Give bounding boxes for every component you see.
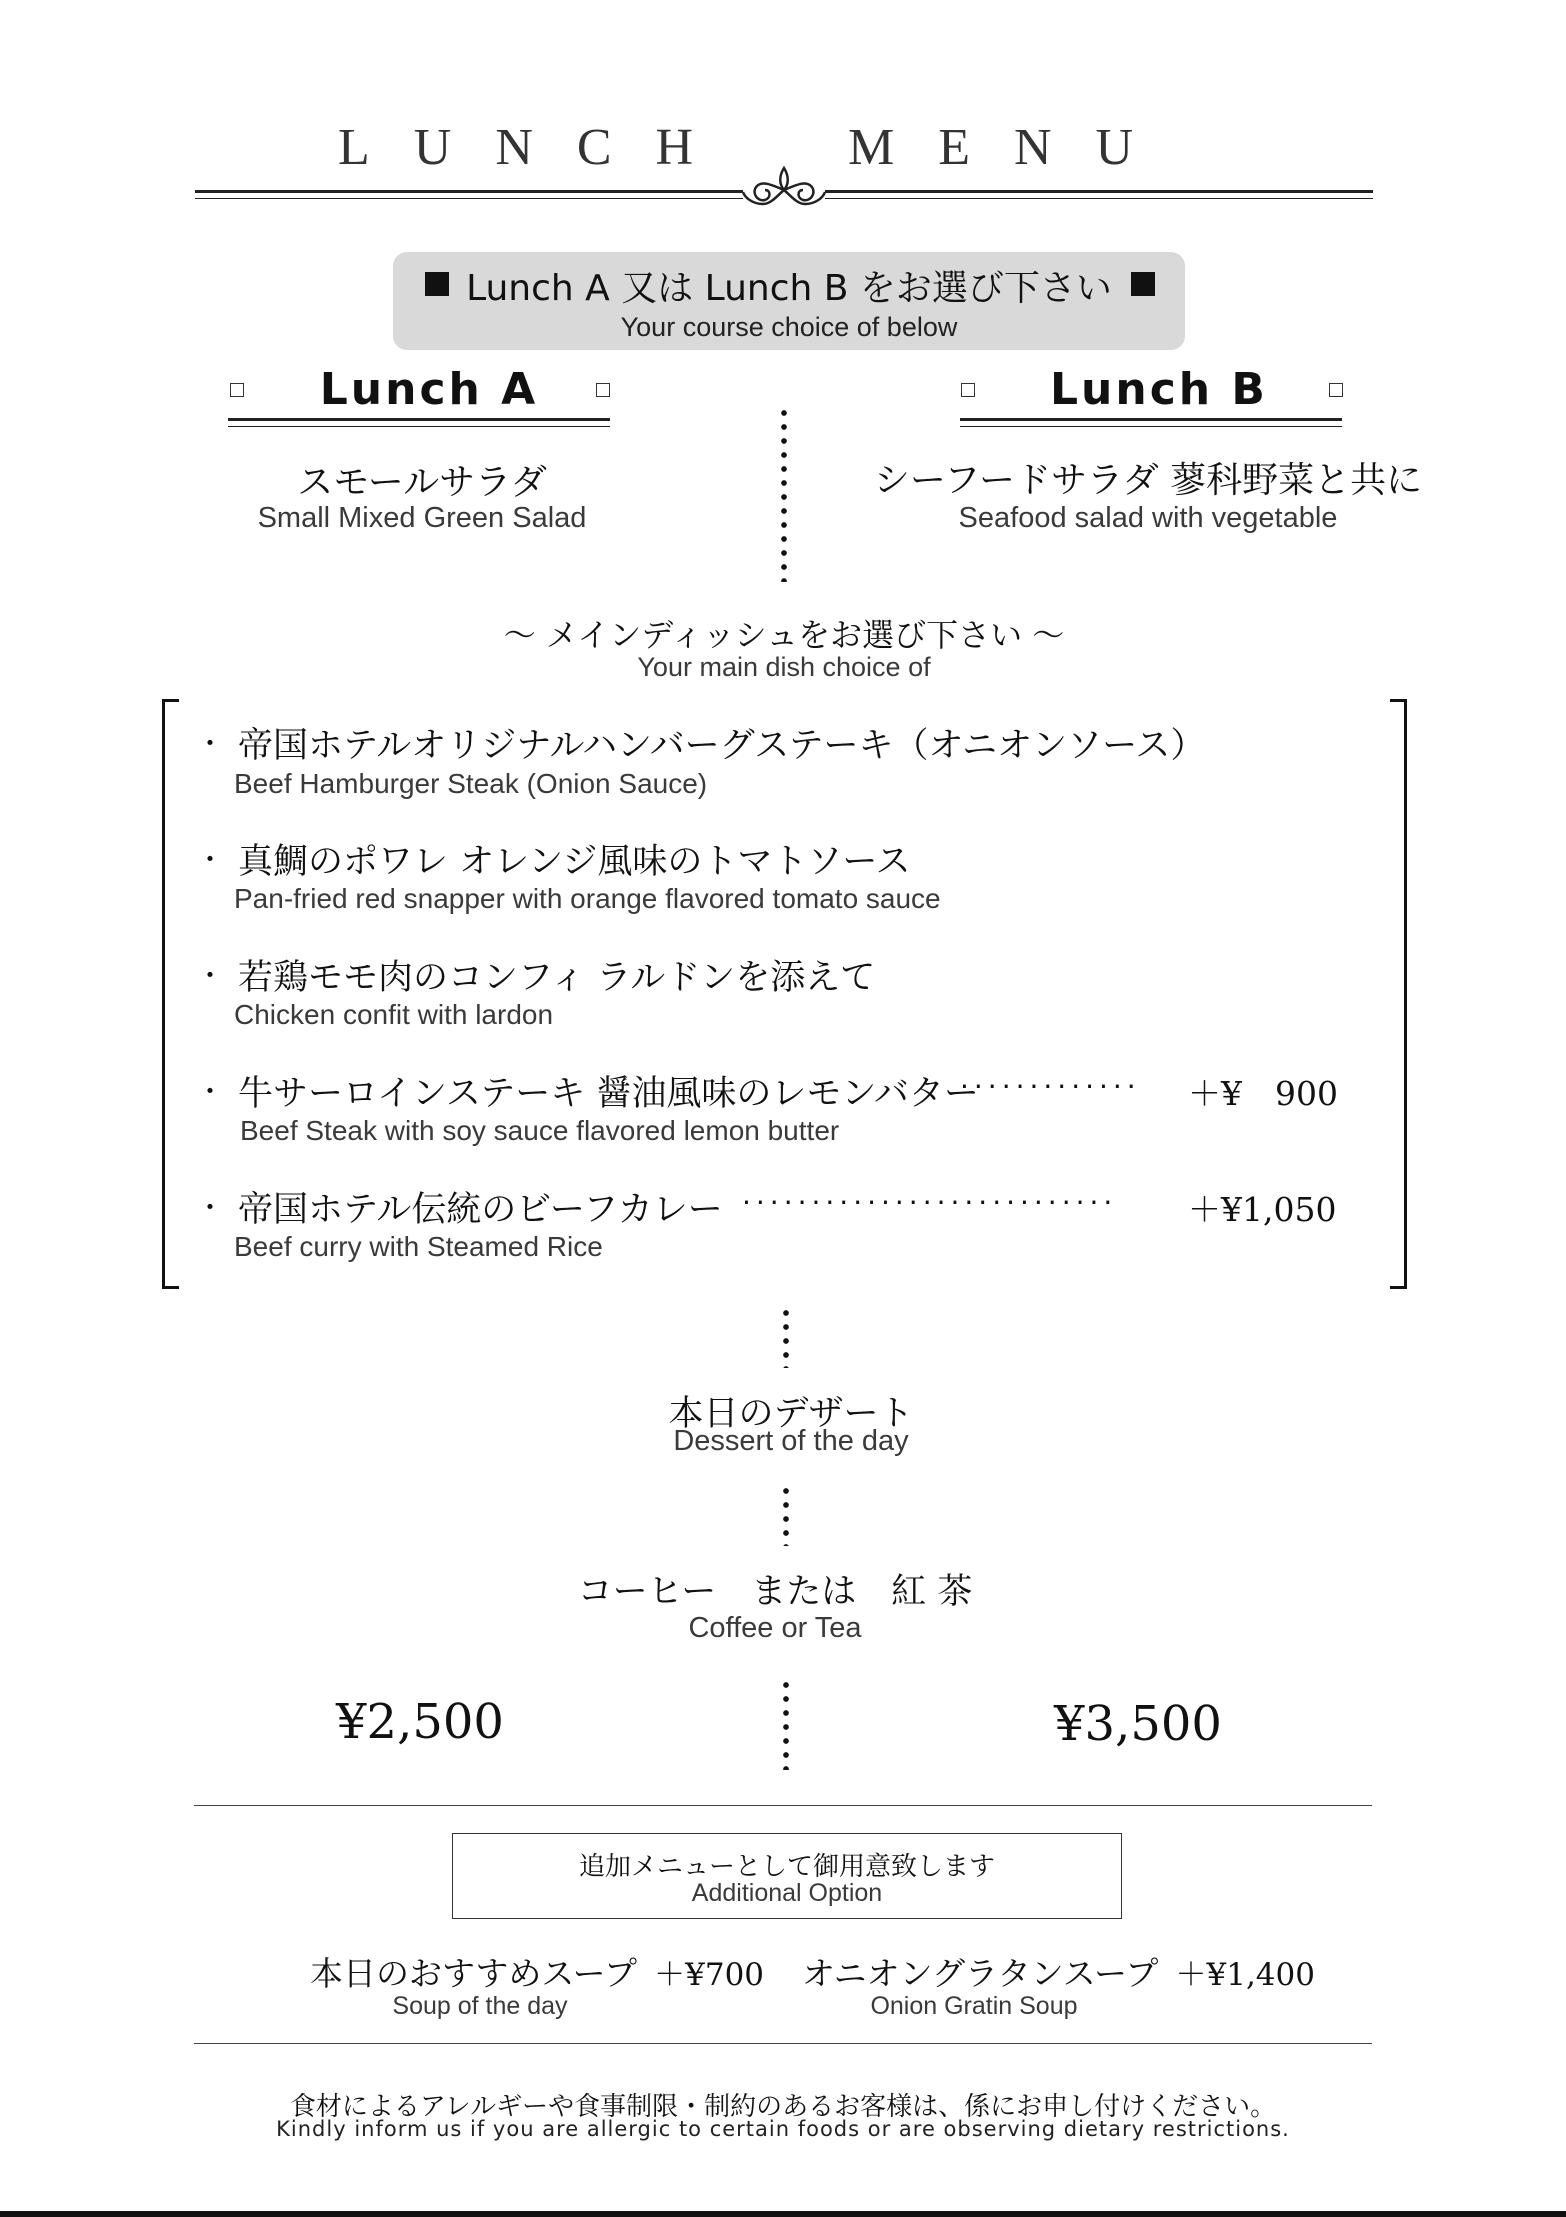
main-dish-heading-en: Your main dish choice of bbox=[637, 652, 931, 682]
lunch-b-starter-jp: シーフードサラダ 蓼科野菜と共に bbox=[873, 460, 1423, 501]
dish-3-en: Chicken confit with lardon bbox=[234, 999, 554, 1030]
bracket-right bbox=[1390, 699, 1407, 1289]
soup-of-day-item bbox=[310, 1948, 764, 1995]
dish-5-jp: 帝国ホテル伝統のビーフカレー bbox=[238, 1190, 723, 1230]
soup-of-day-price: ＋¥700 bbox=[654, 1957, 765, 1993]
lunch-b-price: ¥3,500 bbox=[1054, 1696, 1222, 1752]
square-outline-icon bbox=[596, 383, 610, 397]
title-rule-top-left bbox=[195, 190, 743, 193]
bullet-icon: ・ bbox=[196, 1075, 225, 1108]
allergy-note-jp: 食材によるアレルギーや食事制限・制約のあるお客様は、係にお申し付けください。 bbox=[289, 2092, 1277, 2122]
soup-of-day-jp: 本日のおすすめスープ bbox=[310, 1954, 638, 1993]
lunch-a-price: ¥2,500 bbox=[336, 1694, 504, 1750]
lunch-a-starter-jp: スモールサラダ bbox=[297, 462, 547, 503]
dish-5-en: Beef curry with Steamed Rice bbox=[234, 1231, 603, 1262]
bracket-left bbox=[162, 699, 179, 1289]
lunch-a-starter-en: Small Mixed Green Salad bbox=[257, 502, 587, 534]
title-menu: MENU bbox=[848, 119, 1178, 176]
drink-jp: コーヒー または 紅 茶 bbox=[577, 1572, 973, 1612]
allergy-note-en: Kindly inform us if you are allergic to certain foods or are observing dietary restrictions. bbox=[276, 2117, 1290, 2141]
flourish-ornament-icon bbox=[741, 160, 827, 212]
main-dish-heading-jp: ～ メインディッシュをお選び下さい ～ bbox=[503, 616, 1065, 654]
vertical-dotted-divider bbox=[781, 406, 787, 582]
drink-en: Coffee or Tea bbox=[688, 1612, 862, 1644]
bullet-icon: ・ bbox=[196, 1191, 225, 1224]
lunch-a-rule-thin bbox=[228, 426, 610, 427]
onion-gratin-price: ＋¥1,400 bbox=[1175, 1957, 1315, 1993]
title-lunch: LUNCH bbox=[338, 119, 738, 176]
lunch-b-starter-en: Seafood salad with vegetable bbox=[958, 502, 1338, 534]
vertical-dotted-divider bbox=[783, 1306, 789, 1368]
lunch-b-rule bbox=[960, 418, 1342, 421]
dish-2-jp: 真鯛のポワレ オレンジ風味のトマトソース bbox=[238, 842, 911, 882]
dish-4-en: Beef Steak with soy sauce flavored lemon butter bbox=[240, 1115, 840, 1146]
lunch-a-title: Lunch A bbox=[319, 364, 539, 415]
additional-option-jp: 追加メニューとして御用意致します bbox=[578, 1852, 995, 1882]
title-rule-top-right bbox=[825, 190, 1373, 193]
onion-gratin-jp: オニオングラタンスープ bbox=[802, 1954, 1159, 1993]
vertical-dotted-divider bbox=[783, 1484, 789, 1546]
section-divider bbox=[194, 2043, 1372, 2044]
onion-gratin-en: Onion Gratin Soup bbox=[870, 1992, 1078, 2020]
dish-5-surcharge: ＋¥1,050 bbox=[1188, 1190, 1337, 1229]
lunch-b-rule-thin bbox=[960, 426, 1342, 427]
lunch-a-rule bbox=[228, 418, 610, 421]
dessert-jp: 本日のデザート bbox=[668, 1394, 914, 1434]
dish-2-en: Pan-fried red snapper with orange flavored tomato sauce bbox=[234, 883, 941, 914]
course-choice-jp: Lunch A 又は Lunch B をお選び下さい bbox=[466, 268, 1112, 309]
square-outline-icon bbox=[1329, 383, 1343, 397]
title-rule-bottom-right bbox=[825, 198, 1373, 199]
bullet-icon: ・ bbox=[196, 843, 225, 876]
bullet-icon: ・ bbox=[196, 727, 225, 760]
section-divider bbox=[194, 1805, 1372, 1806]
soup-of-day-en: Soup of the day bbox=[392, 1992, 568, 2020]
square-outline-icon bbox=[961, 383, 975, 397]
dish-4-surcharge: ＋¥ 900 bbox=[1188, 1074, 1338, 1113]
square-outline-icon bbox=[230, 383, 244, 397]
title-rule-bottom-left bbox=[195, 198, 743, 199]
dish-3-jp: 若鶏モモ肉のコンフィ ラルドンを添えて bbox=[238, 958, 876, 998]
dish-4-leader: ············· bbox=[960, 1070, 1141, 1103]
course-choice-en: Your course choice of below bbox=[620, 312, 958, 342]
vertical-dotted-divider bbox=[783, 1678, 789, 1770]
additional-option-en: Additional Option bbox=[691, 1879, 883, 1907]
dessert-en: Dessert of the day bbox=[673, 1425, 909, 1457]
bullet-icon: ・ bbox=[196, 959, 225, 992]
dish-1-jp: 帝国ホテルオリジナルハンバーグステーキ（オニオンソース） bbox=[238, 726, 1206, 766]
dish-1-en: Beef Hamburger Steak (Onion Sauce) bbox=[234, 768, 708, 799]
dish-5-leader: ··························· bbox=[742, 1186, 1118, 1219]
lunch-b-title: Lunch B bbox=[1050, 364, 1268, 415]
bottom-edge-bar bbox=[0, 2211, 1566, 2217]
onion-gratin-item bbox=[802, 1948, 1315, 1995]
dish-4-jp: 牛サーロインステーキ 醤油風味のレモンバター bbox=[238, 1074, 979, 1114]
